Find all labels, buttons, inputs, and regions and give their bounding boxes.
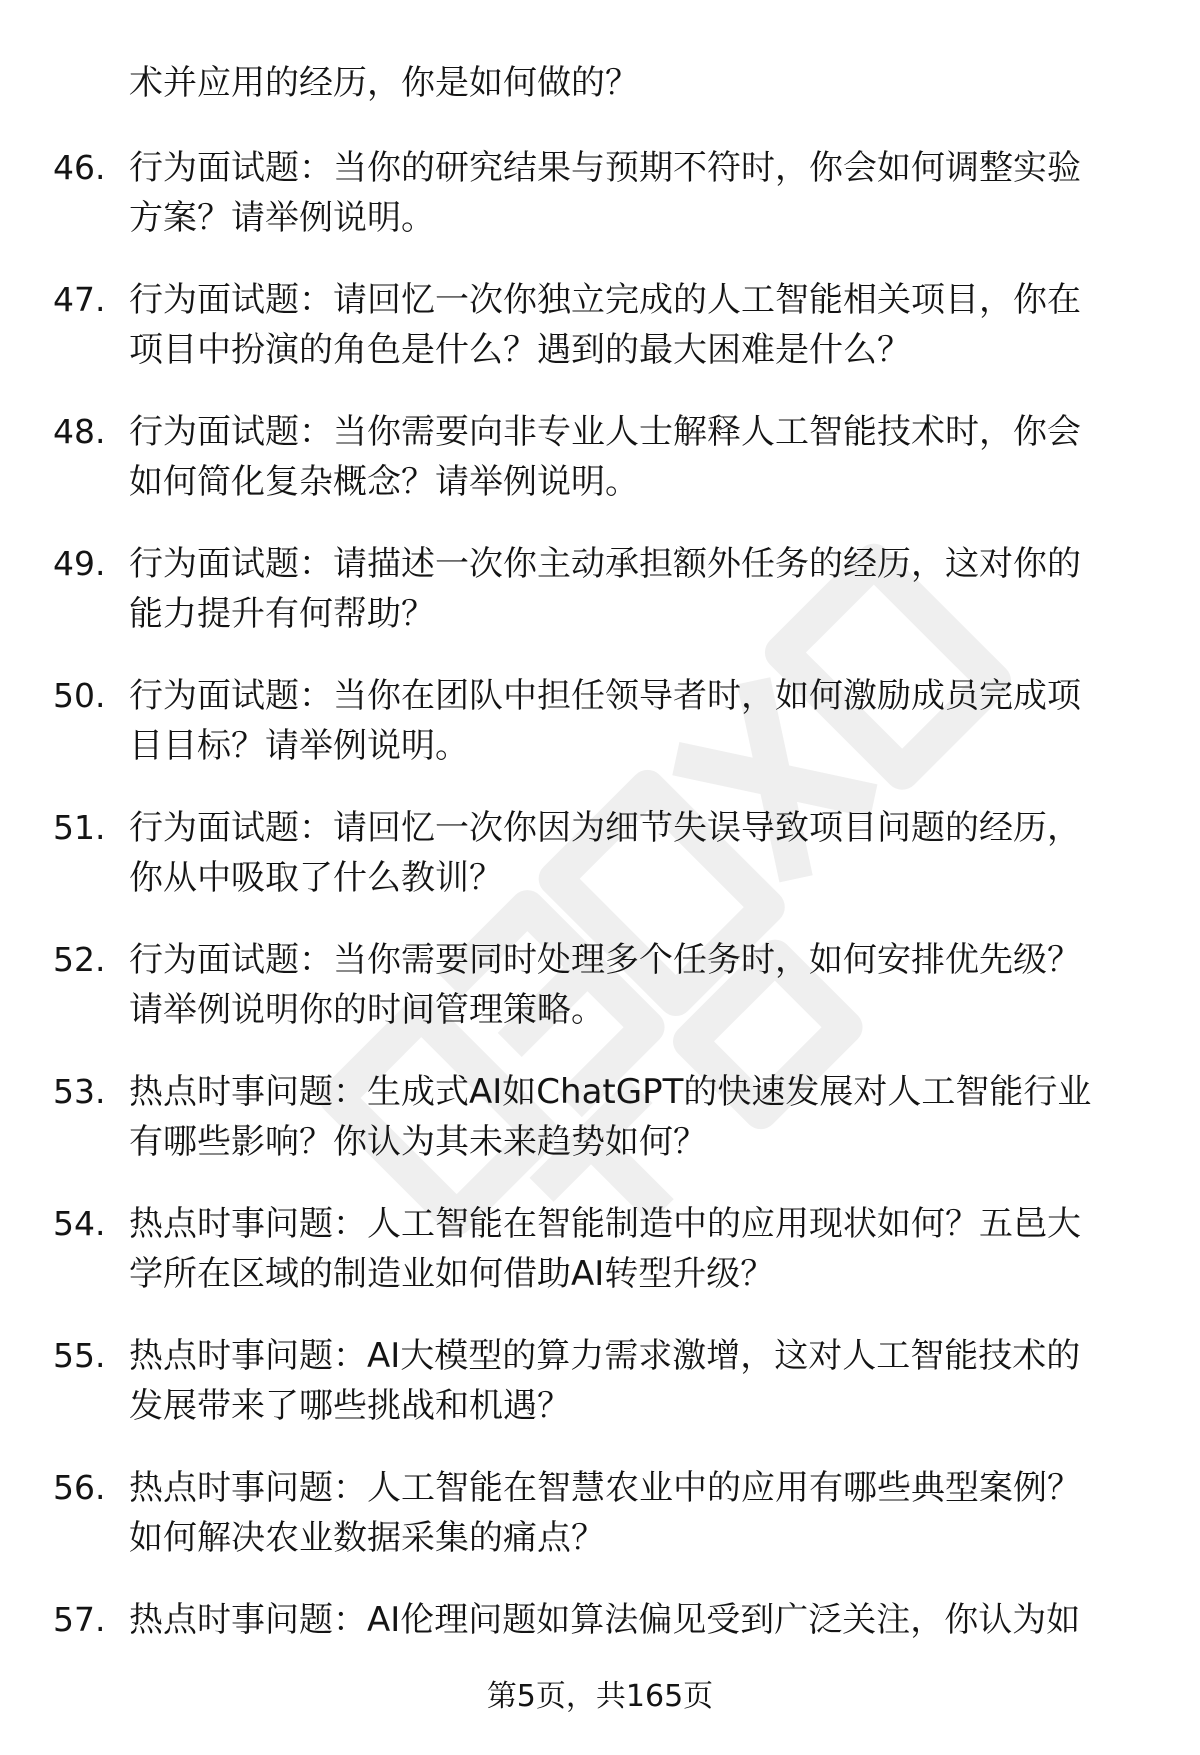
question-line: 如何简化复杂概念？请举例说明。 (129, 462, 639, 502)
question-line: 行为面试题：请回忆一次你因为细节失误导致项目问题的经历， (129, 808, 1081, 848)
question-number: 48. (53, 412, 106, 451)
question-line: 发展带来了哪些挑战和机遇？ (129, 1386, 571, 1426)
question-line: 热点时事问题：人工智能在智慧农业中的应用有哪些典型案例？ (129, 1468, 1081, 1508)
question-line: 行为面试题：当你的研究结果与预期不符时，你会如何调整实验 (129, 148, 1081, 188)
question-line: 热点时事问题：生成式AI如ChatGPT的快速发展对人工智能行业 (129, 1072, 1092, 1112)
question-number: 50. (53, 676, 106, 715)
question-item (0, 407, 1200, 539)
question-text (129, 275, 1159, 375)
question-line: 行为面试题：当你需要向非专业人士解释人工智能技术时，你会 (129, 412, 1081, 452)
question-line: 你从中吸取了什么教训？ (129, 858, 503, 898)
question-item (0, 1199, 1200, 1331)
question-text (129, 407, 1159, 507)
question-number: 51. (53, 808, 106, 847)
question-text (129, 143, 1159, 243)
question-number: 46. (53, 148, 106, 187)
question-number: 54. (53, 1204, 106, 1243)
question-line: 学所在区域的制造业如何借助AI转型升级？ (129, 1254, 775, 1294)
question-text (129, 1463, 1159, 1563)
question-item (0, 803, 1200, 935)
question-text (129, 539, 1159, 639)
page-footer: 第5页，共165页 (486, 1679, 714, 1714)
question-line: 方案？请举例说明。 (129, 198, 435, 238)
question-line: 请举例说明你的时间管理策略。 (129, 990, 605, 1030)
question-text (129, 1199, 1159, 1299)
question-line: 如何解决农业数据采集的痛点？ (129, 1518, 605, 1558)
question-item (0, 1067, 1200, 1199)
question-line: 能力提升有何帮助？ (129, 594, 435, 634)
question-number: 52. (53, 940, 106, 979)
question-item (0, 1463, 1200, 1595)
question-line: 目目标？请举例说明。 (129, 726, 469, 766)
question-number: 56. (53, 1468, 106, 1507)
question-number: 49. (53, 544, 106, 583)
question-item (0, 671, 1200, 803)
question-line: 项目中扮演的角色是什么？遇到的最大困难是什么？ (129, 330, 911, 370)
question-line: 行为面试题：请回忆一次你独立完成的人工智能相关项目，你在 (129, 280, 1081, 320)
question-item (0, 539, 1200, 671)
question-number: 53. (53, 1072, 106, 1111)
question-line: 行为面试题：当你在团队中担任领导者时，如何激励成员完成项 (129, 676, 1081, 716)
question-line: 行为面试题：当你需要同时处理多个任务时，如何安排优先级？ (129, 940, 1081, 980)
question-item (0, 275, 1200, 407)
question-text (129, 1331, 1159, 1431)
question-line: 行为面试题：请描述一次你主动承担额外任务的经历，这对你的 (129, 544, 1081, 584)
question-text (129, 935, 1159, 1035)
question-number: 55. (53, 1336, 106, 1375)
question-number: 57. (53, 1600, 106, 1639)
question-text (129, 1067, 1159, 1167)
question-line: 热点时事问题：AI伦理问题如算法偏见受到广泛关注，你认为如 (129, 1600, 1081, 1640)
question-line: 有哪些影响？你认为其未来趋势如何？ (129, 1122, 707, 1162)
question-text (129, 671, 1159, 771)
question-item (0, 143, 1200, 275)
question-item (0, 935, 1200, 1067)
question-number: 47. (53, 280, 106, 319)
question-item (0, 1331, 1200, 1463)
question-line: 热点时事问题：人工智能在智能制造中的应用现状如何？五邑大 (129, 1204, 1081, 1244)
continued-question-text: 术并应用的经历，你是如何做的？ (129, 63, 639, 103)
question-text (129, 803, 1159, 903)
question-text (129, 1595, 1159, 1645)
question-list (0, 143, 1200, 1727)
question-line: 热点时事问题：AI大模型的算力需求激增，这对人工智能技术的 (129, 1336, 1081, 1376)
